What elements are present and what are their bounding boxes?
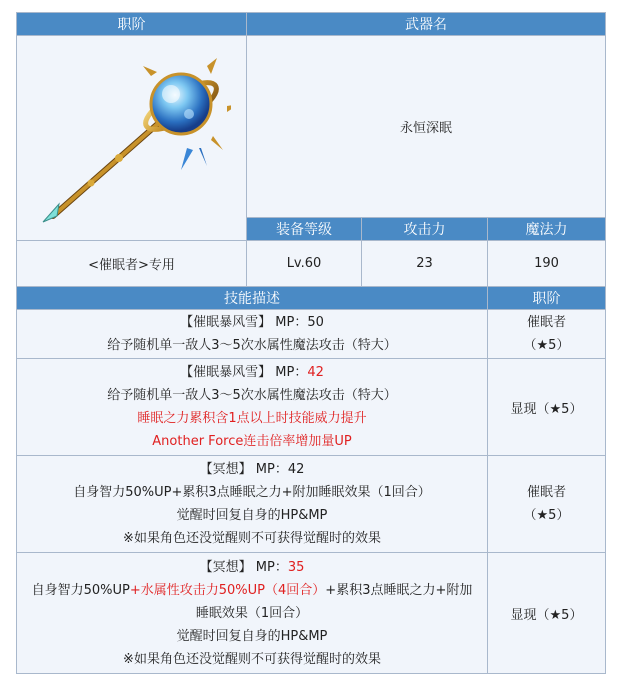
skill-text-highlight: Another Force连击倍率增加量UP [152, 434, 352, 449]
weapon-table [16, 12, 606, 674]
skill-job-3 [488, 456, 606, 553]
skill-title [17, 361, 487, 384]
skill-text-part: 自身智力50%UP [31, 582, 130, 598]
magic-staff-icon [31, 36, 231, 226]
attack-header: 攻击力 [362, 218, 488, 241]
skill-text: 觉醒时回复自身的HP&MP [176, 508, 328, 523]
skill-title [17, 556, 487, 579]
skill-note: ※如果角色还没觉醒则不可获得觉醒时的效果 [123, 651, 381, 667]
skill-desc-2 [17, 359, 488, 456]
skill-job-header: 职阶 [488, 287, 606, 310]
weapon-name-header: 武器名 [247, 13, 606, 36]
skill-text-highlight: +水属性攻击力50%UP（4回合） [129, 582, 326, 598]
magic-value: 190 [488, 241, 606, 287]
weapon-image-cell [17, 36, 247, 241]
job-stars: （★5） [523, 338, 570, 353]
magic-header: 魔法力 [488, 218, 606, 241]
skill-job-2: 显现（★5） [488, 359, 606, 456]
skill-title-prefix: 【冥想】 MP： [199, 559, 288, 575]
skill-text-part: +累积3点睡眠之力+附加 [325, 582, 473, 598]
skill-text: 给予随机单一敌人3～5次水属性魔法攻击（特大） [107, 338, 397, 353]
exclusive-label: <催眠者>专用 [17, 241, 247, 287]
attack-value: 23 [362, 241, 488, 287]
level-header: 装备等级 [247, 218, 362, 241]
skill-text [17, 579, 487, 602]
skill-desc-header: 技能描述 [17, 287, 488, 310]
skill-desc-3 [17, 456, 488, 553]
skill-title-prefix: 【催眠暴风雪】 MP： [180, 365, 308, 380]
skill-mp: 35 [287, 559, 305, 575]
skill-text: 睡眠效果（1回合） [195, 605, 309, 621]
skill-job-1 [488, 310, 606, 359]
skill-text-highlight: 睡眠之力累积含1点以上时技能威力提升 [137, 411, 367, 426]
skill-text: 觉醒时回复自身的HP&MP [176, 628, 328, 644]
skill-title: 【冥想】 MP：42 [199, 462, 305, 477]
skill-text: 给予随机单一敌人3～5次水属性魔法攻击（特大） [107, 388, 397, 403]
skill-desc-4 [17, 553, 488, 674]
skill-note: ※如果角色还没觉醒则不可获得觉醒时的效果 [123, 531, 381, 546]
level-value: Lv.60 [247, 241, 362, 287]
skill-text: 自身智力50%UP+累积3点睡眠之力+附加睡眠效果（1回合） [73, 485, 431, 500]
job-name: 催眠者 [527, 485, 567, 500]
skill-desc-1 [17, 310, 488, 359]
job-stars: （★5） [523, 508, 570, 523]
skill-mp: 42 [307, 365, 324, 380]
skill-job-4: 显现（★5） [488, 553, 606, 674]
weapon-name: 永恒深眠 [247, 36, 606, 218]
job-name: 催眠者 [527, 315, 567, 330]
skill-title: 【催眠暴风雪】 MP：50 [180, 315, 324, 330]
job-header: 职阶 [17, 13, 247, 36]
